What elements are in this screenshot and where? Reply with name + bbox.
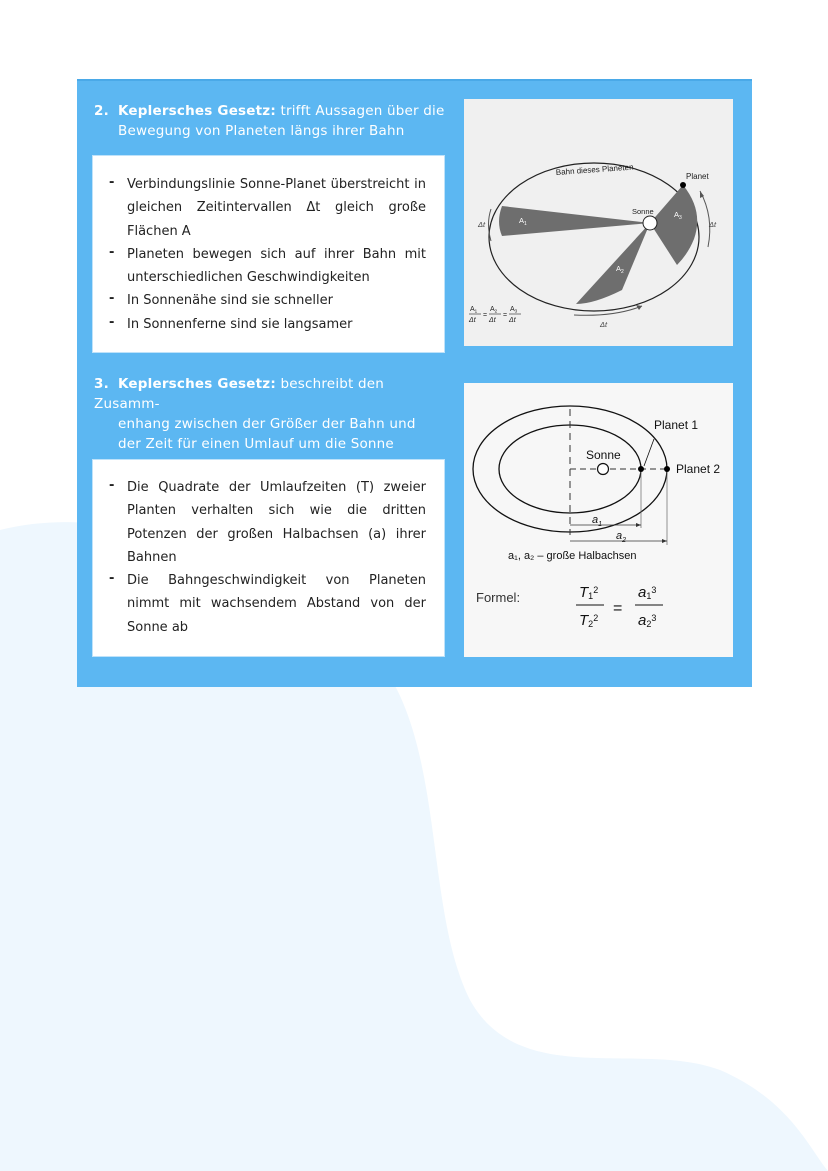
svg-text:Δt: Δt [509, 317, 516, 324]
sun-label: Sonne [632, 207, 654, 216]
kepler3-formula [576, 584, 663, 629]
svg-text:T22: $T2^2$ [579, 612, 599, 629]
svg-text:a13: $a1^3$ [638, 584, 657, 601]
section3-bullet-list [93, 460, 444, 639]
kepler-laws-panel [77, 79, 752, 687]
section2-text-card [93, 156, 444, 352]
area2-sector [576, 223, 650, 304]
svg-text:=: = [503, 312, 508, 319]
planet-dot [680, 182, 686, 188]
sun-circle [643, 216, 657, 230]
svg-text:=: = [483, 312, 488, 319]
section2-description-line2: Bewegung von Planeten längs ihrer Bahn [118, 123, 405, 139]
kepler3-diagram-svg [464, 383, 733, 657]
delta-t-bottom: Δt [600, 320, 608, 329]
svg-text:Δt: Δt [469, 317, 476, 324]
section2-bullet-list [93, 156, 444, 336]
sun-label: Sonne [586, 448, 621, 462]
sun-circle [598, 464, 609, 475]
section3-number: 3. [94, 376, 109, 392]
planet1-dot [638, 466, 644, 472]
area2-label: $A_2$ [616, 264, 624, 275]
svg-text:A1: $A_1$ [470, 306, 478, 314]
svg-text:a23: $a2^3$ [638, 612, 657, 629]
planet2-dot [664, 466, 670, 472]
planet1-pointer [644, 439, 654, 466]
list-item: - Planeten bewegen sich auf ihrer Bahn mit unterschiedlichen Geschwindigkeiten [109, 243, 426, 290]
list-item: - Verbindungslinie Sonne-Planet überstreicht in gleichen Zeitintervallen Δt gleich große Flächen A [109, 173, 426, 243]
section2-title: Keplersches Gesetz: [118, 103, 276, 119]
section2-number: 2. [94, 103, 109, 119]
arrow-head [636, 523, 641, 527]
svg-text:Δt: Δt [489, 317, 496, 324]
formula-label: Formel: [476, 590, 521, 605]
kepler3-orbit-diagram [464, 383, 733, 657]
svg-text:=: = [613, 600, 623, 617]
section3-description-line1: beschreibt den Zusamm- [94, 376, 385, 412]
area1-label: $A_1$ [519, 216, 527, 227]
section2-description-line1: trifft Aussagen über die [280, 103, 445, 119]
section2-heading [94, 101, 454, 141]
list-item: - Die Bahngeschwindigkeit von Planeten nimmt mit wachsendem Abstand von der Sonne ab [109, 569, 426, 639]
svg-text:A3: $A_3$ [510, 306, 518, 314]
section3-title: Keplersches Gesetz: [118, 376, 276, 392]
motion-arrow-right [700, 191, 710, 247]
halbachsen-caption: a₁, a₂ – große Halbachsen [508, 550, 637, 562]
section3-heading [94, 374, 454, 454]
delta-t-left: Δt [478, 220, 486, 229]
area-formula [468, 306, 521, 324]
list-item: - In Sonnenferne sind sie langsamer [109, 313, 426, 336]
section3-text-card [93, 460, 444, 656]
list-item: - Die Quadrate der Umlaufzeiten (T) zweier Planten verhalten sich wie die dritten Potenzen der großen Halbachsen (a) ihrer Bahnen [109, 476, 426, 569]
orbit-label: Bahn dieses Planeten [555, 162, 634, 177]
planet2-label: Planet 2 [676, 462, 721, 476]
kepler2-area-diagram [464, 99, 733, 346]
planet1-label: Planet 1 [654, 418, 699, 432]
planet-label: Planet [686, 172, 709, 181]
svg-text:A2: $A_2$ [490, 306, 498, 314]
arrow-head [662, 539, 667, 543]
svg-text:T12: $T1^2$ [579, 584, 599, 601]
area3-label: $A_3$ [674, 210, 682, 221]
section3-description-line2: enhang zwischen der Größer der Bahn und [118, 416, 416, 432]
kepler2-diagram-svg [464, 99, 733, 346]
list-item: - In Sonnenähe sind sie schneller [109, 289, 426, 312]
a1-label: $a_1$ [592, 514, 603, 528]
section3-description-line3: der Zeit für einen Umlauf um die Sonne [118, 436, 394, 452]
delta-t-right: Δt [709, 220, 717, 229]
a2-label: $a_2$ [616, 530, 627, 544]
